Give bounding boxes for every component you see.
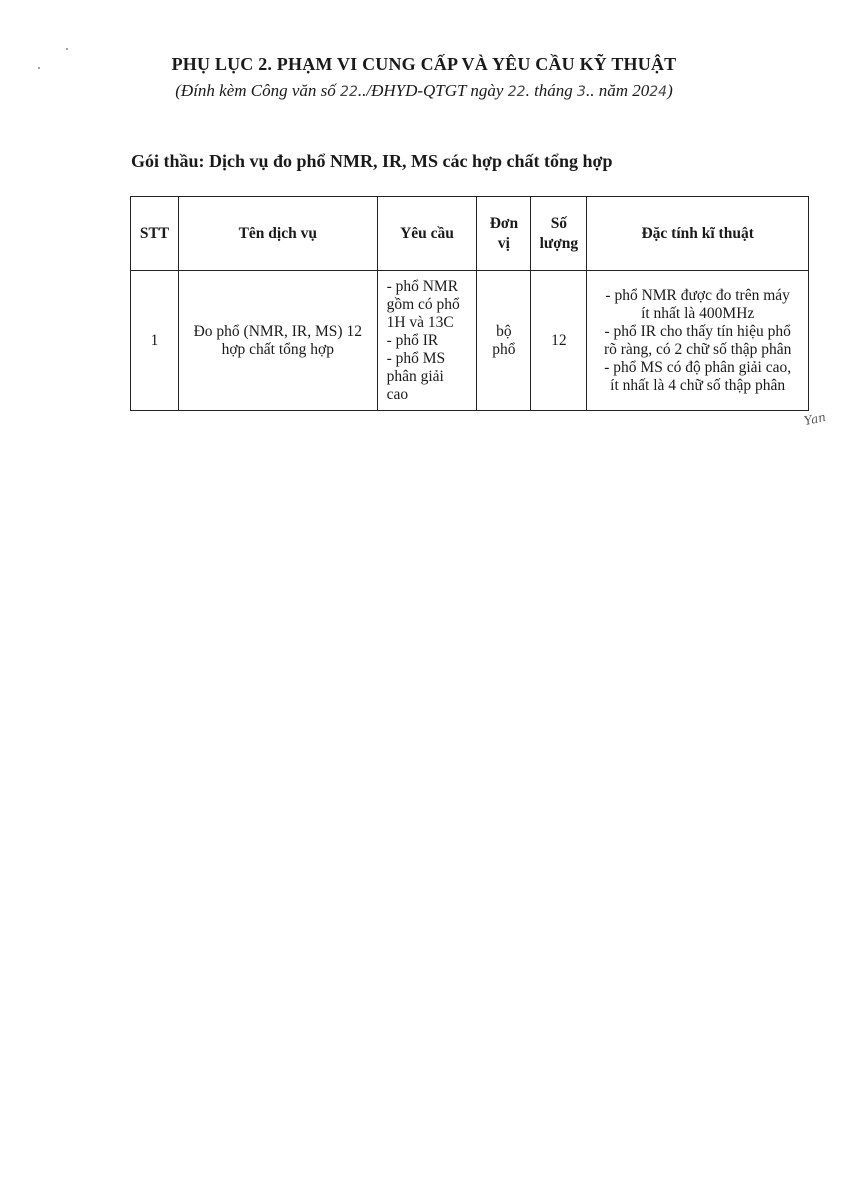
scan-speck	[66, 48, 68, 50]
spec-line: ít nhất là 400MHz	[641, 304, 755, 322]
header-unit-line2: vị	[497, 234, 510, 252]
requirement-line: - phổ MS	[386, 349, 446, 367]
subtitle-mid3: .. năm 20	[585, 81, 650, 100]
cell-service: Đo phổ (NMR, IR, MS) 12 hợp chất tổng hợp	[178, 271, 377, 411]
handwritten-initials: Yan	[802, 409, 828, 429]
subtitle-mid1: ../ĐHYD-QTGT ngày	[357, 81, 508, 100]
requirement-line: - phổ IR	[386, 331, 439, 349]
spec-line: rõ ràng, có 2 chữ số thập phân	[603, 340, 792, 358]
header-quantity	[531, 197, 587, 271]
header-qty-line2: lượng	[539, 234, 579, 252]
page-subtitle	[0, 81, 848, 101]
subtitle-mid2: . tháng	[525, 81, 578, 100]
header-unit	[477, 197, 531, 271]
spec-line: - phổ MS có độ phân giải cao,	[604, 358, 792, 376]
cell-spec	[587, 271, 809, 411]
requirement-line: - phổ NMR	[386, 277, 459, 295]
header-requirement: Yêu cầu	[377, 197, 477, 271]
date-month: 3	[577, 84, 586, 100]
subtitle-prefix: (Đính kèm Công văn số	[175, 81, 341, 100]
date-year-suffix: 24	[649, 84, 668, 100]
table-header-row	[131, 197, 809, 271]
spec-line: - phổ IR cho thấy tín hiệu phổ	[604, 322, 791, 340]
requirement-line: phân giải	[386, 367, 444, 385]
spec-line: - phổ NMR được đo trên máy	[605, 286, 790, 304]
header-unit-line1: Đơn	[489, 214, 519, 232]
page-title: PHỤ LỤC 2. PHẠM VI CUNG CẤP VÀ YÊU CẦU KỸ THUẬT	[171, 54, 677, 74]
requirements-table	[130, 196, 809, 411]
cell-requirement	[377, 271, 477, 411]
cell-stt: 1	[131, 271, 179, 411]
date-day: 22	[507, 84, 526, 100]
header-qty-line1: Số	[550, 214, 568, 232]
header-spec: Đặc tính kĩ thuật	[587, 197, 809, 271]
spec-line: ít nhất là 4 chữ số thập phân	[610, 376, 786, 394]
cell-quantity: 12	[531, 271, 587, 411]
unit-line1: bộ	[496, 322, 512, 340]
package-heading: Gói thầu: Dịch vụ đo phổ NMR, IR, MS các hợp chất tổng hợp	[131, 151, 613, 171]
doc-number: 22	[340, 84, 358, 100]
table-row	[131, 271, 809, 411]
header-stt: STT	[131, 197, 179, 271]
subtitle-end: )	[667, 81, 673, 100]
requirement-line: gồm có phổ	[386, 295, 460, 313]
header-service: Tên dịch vụ	[178, 197, 377, 271]
requirement-line: 1H và 13C	[386, 313, 454, 331]
unit-line2: phổ	[492, 340, 516, 358]
requirement-line: cao	[386, 385, 409, 403]
cell-unit	[477, 271, 531, 411]
